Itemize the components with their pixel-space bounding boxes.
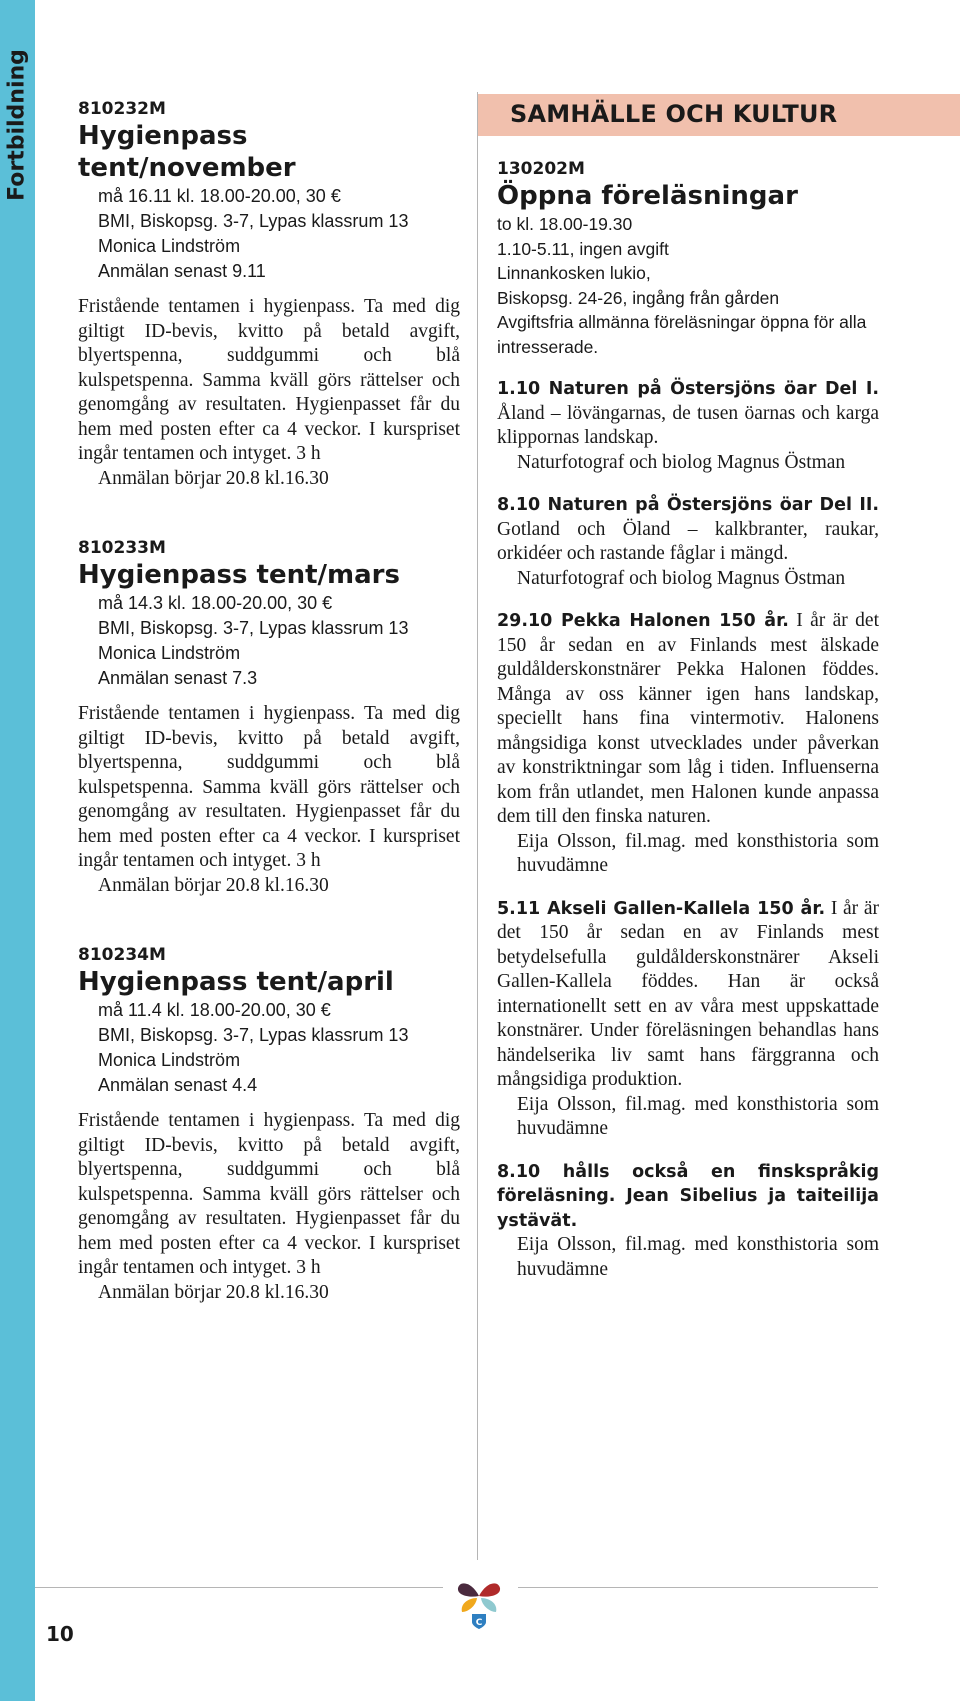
course-deadline: Anmälan senast 7.3	[98, 668, 258, 688]
course-meta	[497, 212, 879, 359]
course-registration: Anmälan börjar 20.8 kl.16.30	[98, 1281, 329, 1303]
lecture-heading: 29.10 Pekka Halonen 150 år.	[497, 611, 789, 631]
course-description: Fristående tentamen i hygienpass. Ta med dig giltigt ID-bevis, kvitto på betald avgift, blyertspenna, suddgummi och blå kulspetspenna. Samma kväll görs rättelser och genomgång av resultaten. Hygienpasset får du hem med posten efter ca 4 veckor. I kurspriset ingår tentamen och intyget. 3 h	[78, 703, 460, 871]
course-meta	[78, 591, 460, 691]
lecture-speaker: Eija Olsson, fil.mag. med konsthistoria som huvudämne	[517, 830, 879, 876]
lecture-heading: 8.10 Naturen på Östersjöns öar Del II.	[497, 495, 879, 515]
lecture-entry	[497, 377, 879, 475]
course-entry	[78, 98, 460, 491]
institute-logo-icon	[448, 1570, 510, 1632]
course-description: Fristående tentamen i hygienpass. Ta med dig giltigt ID-bevis, kvitto på betald avgift, blyertspenna, suddgummi och blå kulspetspenna. Samma kväll görs rättelser och genomgång av resultaten. Hygienpasset får du hem med posten efter ca 4 veckor. I kurspriset ingår tentamen och intyget. 3 h	[78, 1110, 460, 1278]
course-registration: Anmälan börjar 20.8 kl.16.30	[98, 874, 329, 896]
course-location: Linnankosken lukio,	[497, 263, 651, 283]
course-code: 130202M	[497, 159, 585, 179]
footer-rule-left	[35, 1587, 443, 1588]
course-code: 810233M	[78, 538, 166, 558]
svg-text:C: C	[475, 1618, 483, 1628]
course-code: 810232M	[78, 99, 166, 119]
lecture-text: I år är det 150 år sedan en av Finlands mest älskade guldålderskonstnärer Pekka Halonen föddes. Många av oss känner igen hans landskap, speciellt hans fina vintermotiv. Halonens mångsidiga konst utvecklades under påverkan av konstriktningar som låg i tiden. Influenserna kom från utlandet, men Halonen kunde anpassa dem till den finska naturen.	[497, 610, 879, 827]
course-date: må 16.11 kl. 18.00-20.00, 30 €	[98, 186, 341, 206]
lecture-entry	[497, 609, 879, 879]
course-deadline: Anmälan senast 9.11	[98, 261, 266, 281]
course-location: BMI, Biskopsg. 3-7, Lypas klassrum 13	[98, 618, 409, 638]
course-address: Biskopsg. 24-26, ingång från gården	[497, 287, 780, 308]
course-title: Hygienpass tent/april	[78, 967, 394, 997]
course-title: Hygienpass tent/november	[78, 121, 296, 183]
column-divider	[477, 92, 478, 1560]
course-teacher: Monica Lindström	[98, 236, 241, 256]
side-band	[0, 0, 35, 1701]
course-location: BMI, Biskopsg. 3-7, Lypas klassrum 13	[98, 211, 409, 231]
course-meta	[78, 184, 460, 284]
course-dates: 1.10-5.11, ingen avgift	[497, 238, 669, 259]
section-banner	[478, 94, 960, 136]
lecture-text: Gotland och Öland – kalkbranter, raukar, orkidéer och rastande fåglar i mängd.	[497, 518, 879, 564]
lecture-heading: 1.10 Naturen på Östersjöns öar Del I.	[497, 379, 879, 399]
lecture-speaker: Eija Olsson, fil.mag. med konsthistoria som huvudämne	[517, 1234, 879, 1280]
lecture-heading: 5.11 Akseli Gallen-Kallela 150 år.	[497, 898, 826, 919]
course-meta	[78, 998, 460, 1098]
lecture-entry	[497, 897, 879, 1142]
course-description: Fristående tentamen i hygienpass. Ta med dig giltigt ID-bevis, kvitto på betald avgift, blyertspenna, suddgummi och blå kulspetspenna. Samma kväll görs rättelser och genomgång av resultaten. Hygienpasset får du hem med posten efter ca 4 veckor. I kurspriset ingår tentamen och intyget. 3 h	[78, 296, 460, 464]
course-title: Hygienpass tent/mars	[78, 560, 400, 590]
lecture-entry	[497, 1160, 879, 1283]
course-summary: Avgiftsfria allmänna föreläsningar öppna för alla intresserade.	[497, 312, 867, 357]
right-column	[497, 158, 879, 1282]
lecture-text: Åland – lövängarnas, de tusen öarnas och karga klippornas landskap.	[497, 402, 879, 448]
section-tab-label: Fortbildning	[4, 49, 30, 201]
section-tab	[0, 0, 35, 250]
page-number: 10	[46, 1622, 74, 1646]
course-schedule: to kl. 18.00-19.30	[497, 214, 633, 234]
course-code: 810234M	[78, 945, 166, 965]
section-banner-title: SAMHÄLLE OCH KULTUR	[510, 100, 838, 128]
course-date: må 14.3 kl. 18.00-20.00, 30 €	[98, 593, 333, 613]
course-teacher: Monica Lindström	[98, 1050, 241, 1070]
lecture-speaker: Naturfotograf och biolog Magnus Östman	[517, 451, 846, 473]
lecture-text: I år är det 150 år sedan en av Finlands mest betydelsefulla guldålderskonstnärer Akseli Gallen-Kallela föddes. Han är också internationellt sett en av våra mest uppskattade konstnärer. Under föreläsningen behandlas hans händelserika liv samt hans färggranna och mångsidiga produktion.	[497, 897, 879, 1090]
lecture-entry	[497, 493, 879, 591]
course-date: må 11.4 kl. 18.00-20.00, 30 €	[98, 1000, 331, 1020]
course-location: BMI, Biskopsg. 3-7, Lypas klassrum 13	[98, 1025, 409, 1045]
left-column	[78, 98, 460, 1351]
course-entry	[78, 537, 460, 898]
course-title: Öppna föreläsningar	[497, 181, 798, 211]
lecture-speaker: Eija Olsson, fil.mag. med konsthistoria som huvudämne	[517, 1093, 879, 1139]
footer-rule-right	[518, 1587, 878, 1588]
course-registration: Anmälan börjar 20.8 kl.16.30	[98, 467, 329, 489]
course-teacher: Monica Lindström	[98, 643, 241, 663]
course-entry	[78, 944, 460, 1305]
lecture-speaker: Naturfotograf och biolog Magnus Östman	[517, 567, 846, 589]
course-deadline: Anmälan senast 4.4	[98, 1075, 258, 1095]
lecture-heading: 8.10 hålls också en finskspråkig föreläsning. Jean Sibelius ja taiteilija ystävät.	[497, 1161, 879, 1231]
